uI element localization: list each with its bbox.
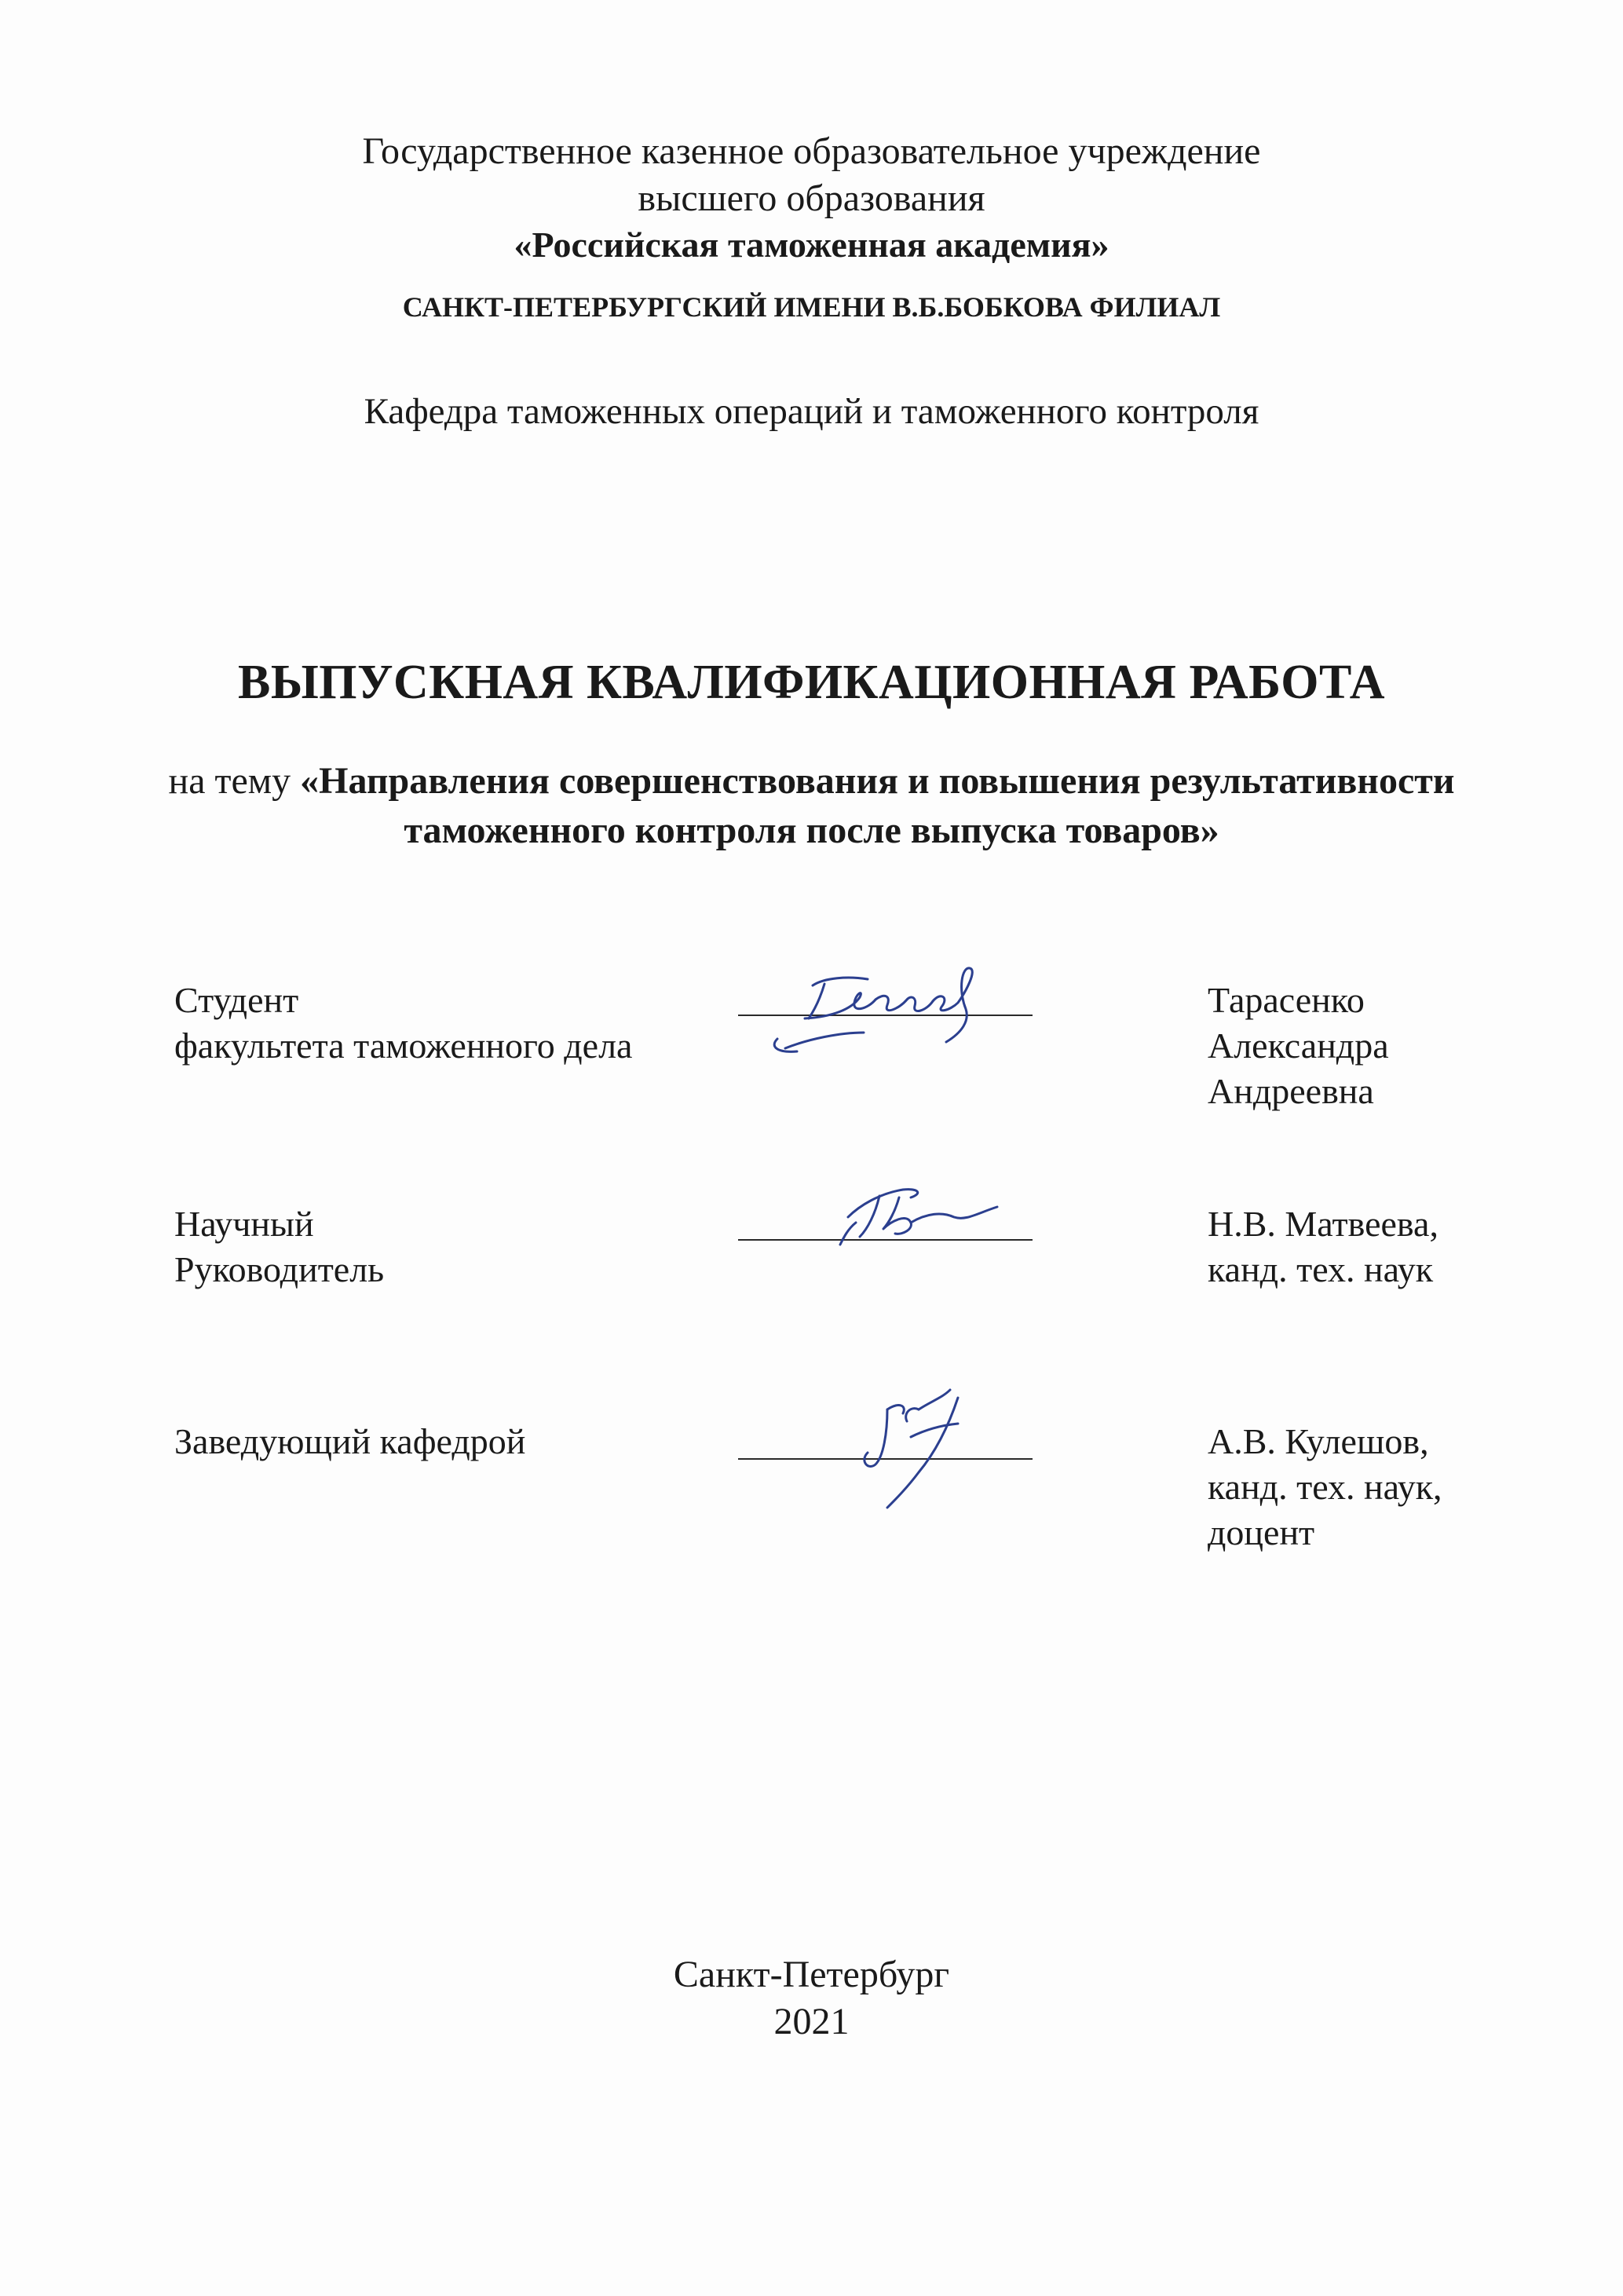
student-surname: Тарасенко <box>1208 980 1365 1020</box>
head-role <box>174 1419 525 1464</box>
topic-prefix: на тему <box>168 760 301 802</box>
head-name-line: А.В. Кулешов, <box>1208 1421 1429 1461</box>
city: Санкт-Петербург <box>673 1954 950 1995</box>
institution-name: «Российская таможенная академия» <box>514 225 1109 265</box>
student-role-line-1: Студент <box>174 980 299 1020</box>
supervisor-role <box>174 1201 384 1292</box>
student-signature <box>730 954 1044 1080</box>
student-role <box>174 978 632 1069</box>
department-name: Кафедра таможенных операций и таможенного контроля <box>364 391 1259 432</box>
student-patronymic: Андреевна <box>1208 1071 1374 1111</box>
topic-title-part-1: «Направления совершенствования и повышения результативности <box>300 760 1455 802</box>
document-type-title: ВЫПУСКНАЯ КВАЛИФИКАЦИОННАЯ РАБОТА <box>238 656 1385 709</box>
supervisor-name-line: Н.В. Матвеева, <box>1208 1204 1438 1244</box>
head-name <box>1208 1419 1442 1556</box>
supervisor-degree: канд. тех. наук <box>1208 1249 1434 1289</box>
head-degree: канд. тех. наук, <box>1208 1467 1442 1507</box>
institution-line-1: Государственное казенное образовательное учреждение <box>362 130 1261 172</box>
topic-line-2: таможенного контроля после выпуска товаров» <box>404 810 1219 851</box>
student-first-name: Александра <box>1208 1026 1389 1066</box>
year: 2021 <box>773 2001 850 2042</box>
topic-line-1 <box>0 759 1623 803</box>
supervisor-name <box>1208 1201 1438 1292</box>
institution-line-2: высшего образования <box>638 177 985 219</box>
head-title: доцент <box>1208 1512 1315 1552</box>
supervisor-role-line-2: Руководитель <box>174 1249 385 1289</box>
supervisor-role-line-1: Научный <box>174 1204 314 1244</box>
supervisor-signature <box>817 1174 1052 1260</box>
head-role-line-1: Заведующий кафедрой <box>174 1421 526 1461</box>
branch-name: САНКТ-ПЕТЕРБУРГСКИЙ ИМЕНИ В.Б.БОБКОВА ФИЛИАЛ <box>402 291 1221 323</box>
student-name <box>1208 978 1389 1114</box>
student-role-line-2: факультета таможенного дела <box>174 1026 633 1066</box>
head-signature <box>832 1378 1036 1515</box>
